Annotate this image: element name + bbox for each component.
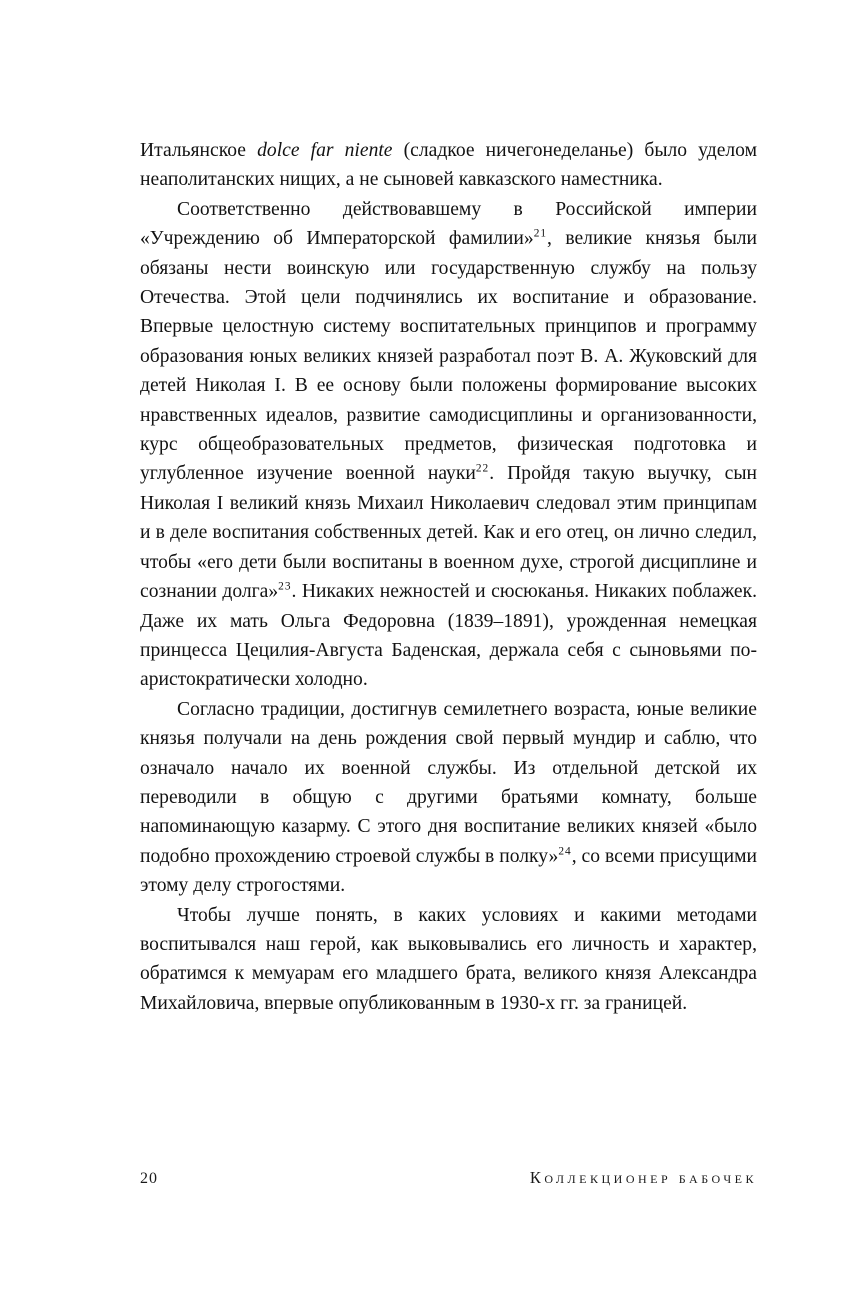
paragraph [140,695,757,901]
paragraph [140,901,757,1019]
text-run: Итальянское [140,140,258,161]
text-run: Согласно традиции, достигнув семилетнего возраста, юные великие князья получали на день рождения свой первый мундир и саблю, что означало начало их военной службы. Из отдельной детской их переводили в общую с другими братьями комнату, больше напоминающую казарму. С этого дня воспитание великих князей «было подобно прохождению строевой службы в полку» [140,698,757,867]
page-number: 20 [140,1170,158,1187]
italic-phrase: dolce far niente [257,140,393,161]
text-run: Соответственно действовавшему в Российской империи «Учреждению об Императорской фамилии» [140,198,757,250]
paragraph [140,195,757,695]
paragraph [140,136,757,195]
running-footer-title: Коллекционер бабочек [529,1168,757,1187]
footnote-ref: 21 [533,227,548,240]
text-run: Чтобы лучше понять, в каких условиях и какими методами воспитывался наш герой, как выковывались его личность и характер, обратимся к мемуарам его младшего брата, великого князя Александра Михайловича, впервые опубликованным в 1930-х гг. за границей. [140,904,757,1014]
text-run: . Никаких нежностей и сюсюканья. Никаких поблажек. Даже их мать Ольга Федоровна (1839–1891), урожденная немецкая принцесса Цецилия-Августа Баденская, держала себя с сыновьями по-аристократически холодно. [140,581,757,691]
footnote-ref: 23 [278,580,292,593]
text-run: . Пройдя такую выучку, сын Николая I великий князь Михаил Николаевич следовал этим принципам и в деле воспитания собственных детей. Как и его отец, он лично следил, чтобы «его дети были воспитаны в военном духе, строгой дисциплине и сознании долга» [140,463,757,603]
text-run: , великие князья были обязаны нести воинскую или государственную службу на пользу Отечества. Этой цели подчинялись их воспитание и образование. Впервые целостную систему воспитательных принципов и программу образования юных великих князей разработал поэт В. А. Жуковский для детей Николая I. В ее основу были положены формирование высоких нравственных идеалов, развитие самодисциплины и организованности, курс общеобразовательных предметов, физическая подготовка и углубленное изучение военной науки [140,228,757,485]
text-run: (сладкое ничегонеделанье) было уделом неаполитанских нищих, а не сыновей кавказского наместника. [140,140,757,191]
footnote-ref: 22 [475,462,490,475]
body-text [140,136,757,1018]
footnote-ref: 24 [558,845,572,858]
text-run: , со всеми присущими этому делу строгостями. [140,845,757,897]
page-footer [140,1168,757,1188]
